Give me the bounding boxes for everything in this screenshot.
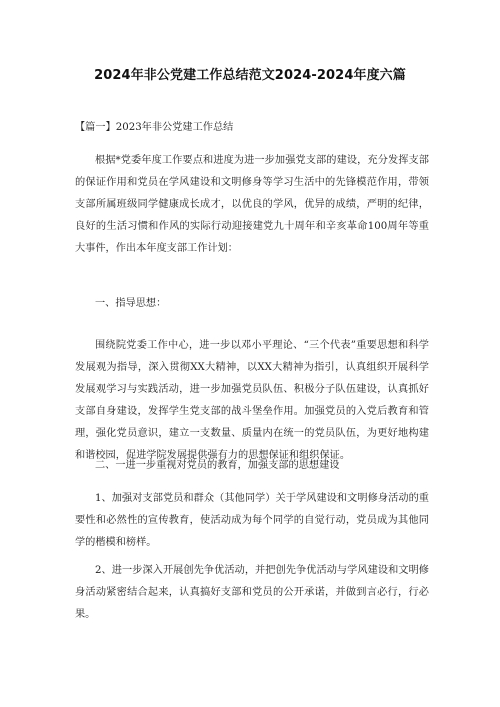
guiding-ideology-heading: 一、指导思想： — [95, 298, 167, 309]
party-education-item-2: 2、进一步深入开展创先争优活动，并把创先争优活动与学风建设和文明修身活动紧密结合起来，认真搞好支部和党员的公开承诺，并做到言必行，行必果。 — [75, 565, 429, 620]
party-education-heading: 二、一进一步重视对党员的教育，加强支部的思想建设 — [95, 460, 340, 471]
party-education-item-1: 1、加强对支部党员和群众（其他同学）关于学风建设和文明修身活动的重要性和必然性的宣传教育，使活动成为每个同学的自觉行动，党员成为其他同学的楷模和榜样。 — [75, 493, 429, 548]
document-title: 2024年非公党建工作总结范文2024-2024年度六篇 — [94, 68, 406, 83]
intro-paragraph: 根据*党委年度工作要点和进度为进一步加强党支部的建设，充分发挥支部的保证作用和党员在学风建设和文明修身等学习生活中的先锋模范作用，带领支部所属班级同学健康成长成才，以优良的学风，优异的成绩，严明的纪律，良好的生活习惯和作风的实际行动迎接建党九十周年和辛亥革命100周年等重大事件，作出本年度支部工作计划： — [75, 155, 429, 254]
guiding-ideology-paragraph: 围绕院党委工作中心，进一步以邓小平理论、“三个代表”重要思想和科学发展观为指导，深入贯彻XX大精神，以XX大精神为指引，认真组织开展科学发展观学习与实践活动，进一步加强党员队伍、积极分子队伍建设，认真抓好支部自身建设，发挥学生党支部的战斗堡垒作用。加强党员的入党后教育和管理，强化党员意识，建立一支数量、质量内在统一的党员队伍，为更好地构建和谐校园，促进学院发展提供强有力的思想保证和组织保证。 — [75, 340, 429, 461]
section-title: 【篇一】2023年非公党建工作总结 — [75, 122, 234, 133]
